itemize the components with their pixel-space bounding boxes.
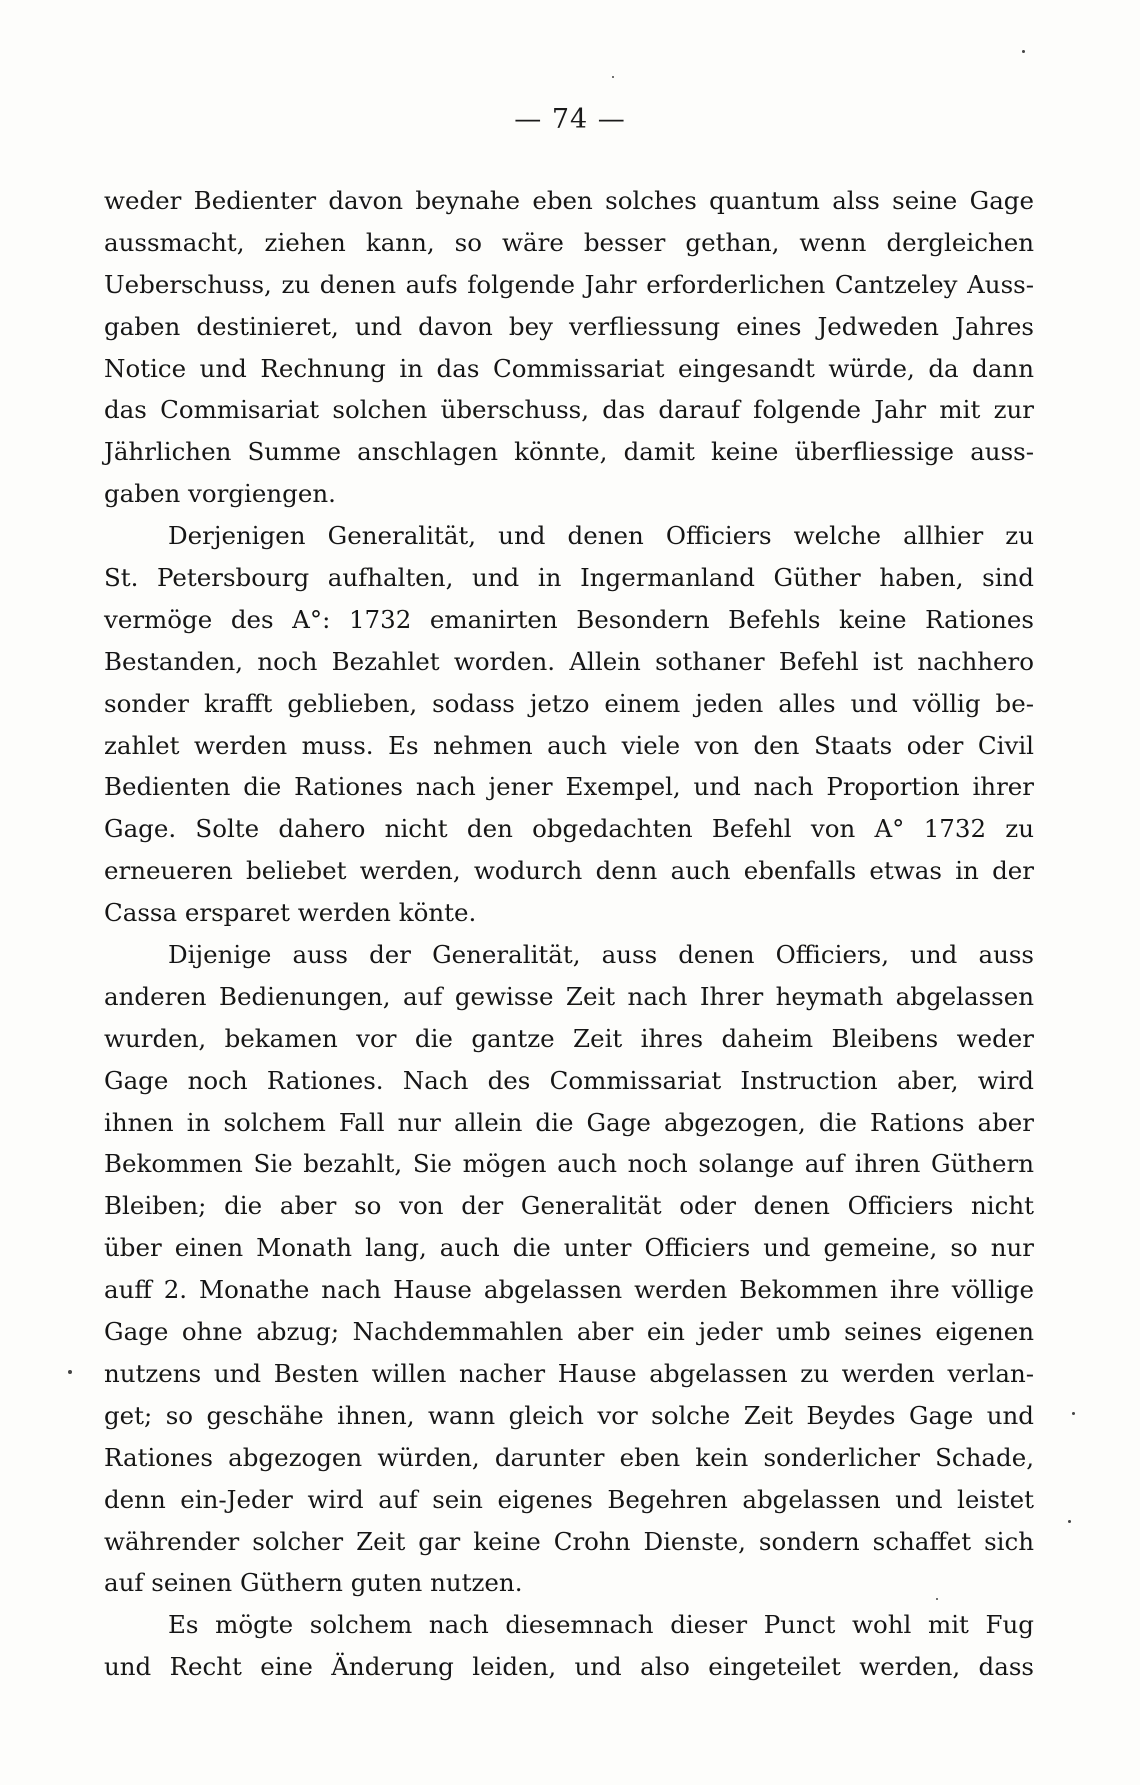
scan-speck — [1072, 1412, 1075, 1415]
text-line: gaben vorgiengen. — [104, 479, 336, 509]
text-line: auf seinen Güthern guten nutzen. — [104, 1568, 523, 1598]
text-line: Derjenigen Generalität, und denen Officiers welche allhier zu — [168, 521, 1034, 551]
paragraph-4 — [104, 1604, 1034, 1688]
text-line: Dijenige auss der Generalität, auss denen Officiers, und auss — [168, 940, 1034, 970]
text-line: Bekommen Sie bezahlt, Sie mögen auch noch solange auf ihren Güthern — [104, 1149, 1034, 1179]
text-line: sonder krafft geblieben, sodass jetzo einem jeden alles und völlig be- — [104, 688, 1034, 718]
page-number: — 74 — — [514, 104, 626, 135]
text-line: über einen Monath lang, auch die unter Officiers und gemeine, so nur — [104, 1233, 1034, 1263]
text-line: auff 2. Monathe nach Hause abgelassen werden Bekommen ihre völlige — [104, 1275, 1034, 1305]
scan-speck — [1068, 1520, 1071, 1523]
text-line: ihnen in solchem Fall nur allein die Gage abgezogen, die Rations aber — [104, 1107, 1034, 1137]
scan-speck — [68, 1370, 72, 1374]
text-line: weder Bedienter davon beynahe eben solches quantum alss seine Gage — [104, 186, 1034, 215]
text-line: erneueren beliebet werden, wodurch denn auch ebenfalls etwas in der — [104, 856, 1034, 886]
text-line: Bedienten die Rationes nach jener Exempel, und nach Proportion ihrer — [104, 772, 1034, 802]
text-line: St. Petersbourg aufhalten, und in Ingermanland Güther haben, sind — [104, 563, 1034, 593]
text-line: denn ein-Jeder wird auf sein eigenes Begehren abgelassen und leistet — [104, 1484, 1034, 1514]
text-line: gaben destinieret, und davon bey verfliessung eines Jedweden Jahres — [104, 311, 1034, 341]
text-line: anderen Bedienungen, auf gewisse Zeit nach Ihrer heymath abgelassen — [104, 981, 1034, 1011]
text-line: Gage. Solte dahero nicht den obgedachten Befehl von A° 1732 zu — [104, 814, 1034, 844]
scan-speck — [936, 1598, 938, 1600]
text-line: Rationes abgezogen würden, darunter eben kein sonderlicher Schade, — [104, 1442, 1034, 1472]
paragraph-2 — [104, 515, 1034, 934]
text-line: und Recht eine Änderung leiden, und also eingeteilet werden, dass — [104, 1652, 1034, 1682]
text-line: zahlet werden muss. Es nehmen auch viele von den Staats oder Civil — [104, 730, 1034, 760]
paragraph-1 — [104, 180, 1034, 515]
text-line: vermöge des A°: 1732 emanirten Besondern Befehls keine Rationes — [104, 604, 1034, 634]
text-line: Es mögte solchem nach diesemnach dieser Punct wohl mit Fug — [168, 1610, 1034, 1640]
text-line: Gage ohne abzug; Nachdemmahlen aber ein jeder umb seines eigenen — [104, 1317, 1034, 1347]
text-line: das Commisariat solchen überschuss, das darauf folgende Jahr mit zur — [104, 395, 1034, 425]
text-line: Gage noch Rationes. Nach des Commissariat Instruction aber, wird — [104, 1065, 1034, 1095]
body-text — [104, 180, 1034, 1688]
text-line: Jährlichen Summe anschlagen könnte, damit keine überfliessige auss- — [104, 437, 1034, 467]
text-line: Bleiben; die aber so von der Generalität oder denen Officiers nicht — [104, 1191, 1034, 1221]
scan-speck — [1022, 50, 1025, 53]
text-line: Ueberschuss, zu denen aufs folgende Jahr erforderlichen Cantzeley Auss- — [104, 269, 1034, 299]
text-line: aussmacht, ziehen kann, so wäre besser gethan, wenn dergleichen — [104, 227, 1034, 257]
text-line: Cassa ersparet werden könte. — [104, 898, 477, 928]
text-line: wurden, bekamen vor die gantze Zeit ihres daheim Bleibens weder — [104, 1023, 1034, 1053]
scan-speck — [612, 76, 614, 78]
text-line: get; so geschähe ihnen, wann gleich vor solche Zeit Beydes Gage und — [104, 1400, 1034, 1430]
paragraph-3 — [104, 934, 1034, 1604]
text-line: Notice und Rechnung in das Commissariat eingesandt würde, da dann — [104, 353, 1034, 383]
text-line: nutzens und Besten willen nacher Hause abgelassen zu werden verlan- — [104, 1358, 1034, 1388]
text-line: währender solcher Zeit gar keine Crohn Dienste, sondern schaffet sich — [104, 1526, 1034, 1556]
text-line: Bestanden, noch Bezahlet worden. Allein sothaner Befehl ist nachhero — [104, 646, 1034, 676]
